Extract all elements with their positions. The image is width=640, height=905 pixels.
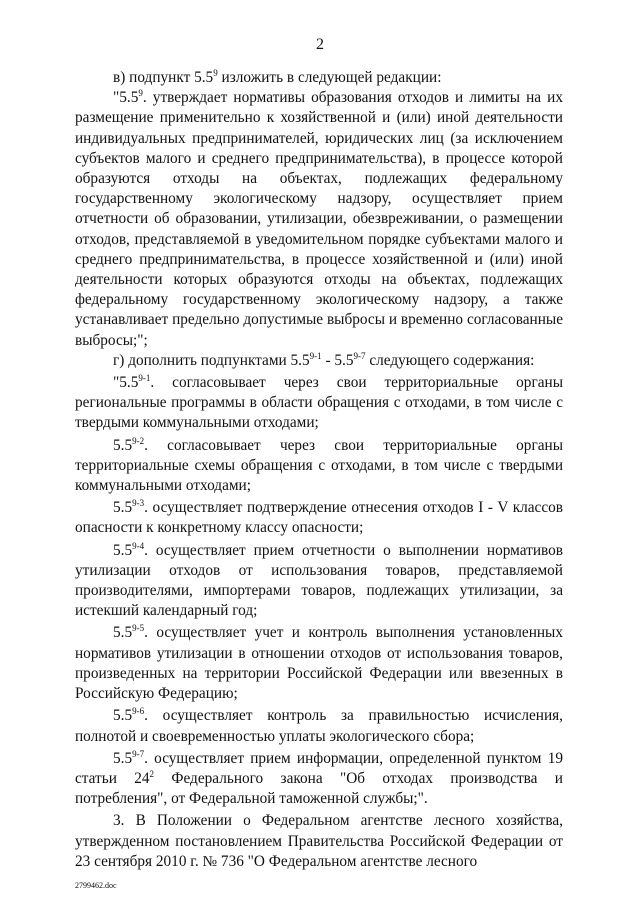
- paragraph-5-5-9-5: [75, 623, 563, 704]
- paragraph-5-5-9: [75, 88, 563, 351]
- text: 5.5: [113, 499, 133, 517]
- text: изложить в следующей редакции:: [217, 69, 442, 86]
- text: 5.5: [113, 436, 133, 454]
- paragraph-item-g: [75, 351, 563, 371]
- text: . осуществляет прием информации, определенной пунктом 19 статьи 24: [75, 749, 563, 787]
- text: следующего содержания:: [365, 351, 535, 369]
- text: . утверждает нормативы образования отходов и лимиты на их размещение применительно к хозяйственной и (или) иной деятельности индивидуальных предпринимателей, юридических лиц (за исключением субъектов малого и среднего предпринимательства), в процессе которой образуются отходы на объектах, подлежащих федеральному государственному экологическому надзору, осуществляет прием отчетности об образовании, утилизации, обезвреживании, о размещении отходов, представляемой в уведомительном порядке субъектами малого и среднего предпринимательства, в процессе хозяйственной и (или) иной деятельности которых образуются отходы на объектах, подлежащих федеральному государственному экологическому надзору, а также устанавливает предельно допустимые выбросы и временно согласованные выбросы;";: [75, 89, 563, 349]
- text: . согласовывает через свои территориальные органы региональные программы в области обращения с отходами, в том числе с твердыми коммунальными отходами;: [75, 374, 563, 432]
- superscript: 9-6: [132, 706, 145, 717]
- text: 5.5: [113, 749, 133, 767]
- superscript: 9-3: [132, 498, 145, 509]
- document-body: [75, 68, 563, 872]
- text: в) подпункт 5.5: [113, 69, 214, 86]
- text: "5.5: [113, 374, 139, 392]
- superscript: 9-7: [353, 350, 366, 361]
- superscript: 2: [149, 768, 155, 779]
- page-number: 2: [316, 36, 324, 53]
- text: 5.5: [113, 707, 133, 725]
- paragraph-5-5-9-4: [75, 541, 563, 622]
- superscript: 9-5: [132, 623, 145, 634]
- superscript: 9: [213, 68, 218, 78]
- paragraph-5-5-9-3: [75, 498, 563, 538]
- paragraph-5-5-9-6: [75, 706, 563, 746]
- text: - 5.5: [321, 351, 354, 369]
- superscript: 9-4: [132, 540, 145, 551]
- paragraph-5-5-9-2: [75, 436, 563, 497]
- text: "5.5: [113, 89, 139, 107]
- superscript: 9-1: [309, 350, 322, 361]
- text: г) дополнить подпунктами 5.5: [113, 351, 310, 369]
- superscript: 9-2: [132, 435, 145, 446]
- superscript: 9: [138, 88, 143, 99]
- text: 5.5: [113, 541, 133, 559]
- superscript: 9-1: [138, 373, 151, 384]
- paragraph-item-v: [75, 68, 563, 88]
- text: . осуществляет подтверждение отнесения отходов I - V классов опасности к конкретному классу опасности;: [75, 499, 563, 537]
- paragraph-section-3: [75, 811, 563, 872]
- footer-filename: 2799462.doc: [75, 881, 117, 890]
- text: . осуществляет учет и контроль выполнения установленных нормативов утилизации в отношении отходов от использования товаров, произведенных на территории Российской Федерации или ввезенных в Российскую Федерацию;: [75, 624, 563, 703]
- text: 3. В Положении о Федеральном агентстве лесного хозяйства, утвержденном постановлением Правительства Российской Федерации от 23 сентября 2010 г. № 736 "О Федеральном агентстве лесного: [75, 812, 563, 870]
- text: Федерального закона "Об отходах производства и потребления", от Федеральной таможенной службы;".: [75, 769, 563, 808]
- paragraph-5-5-9-7: [75, 749, 563, 810]
- superscript: 9-7: [132, 748, 145, 759]
- text: . согласовывает через свои территориальные органы территориальные схемы обращения с отходами, в том числе с твердыми коммунальными отходами;: [75, 436, 563, 495]
- paragraph-5-5-9-1: [75, 373, 563, 434]
- text: 5.5: [113, 624, 133, 642]
- text: . осуществляет прием отчетности о выполнении нормативов утилизации отходов от использования товаров, представляемой производителями, импортерами товаров, подлежащих утилизации, за истекший календарный год;: [75, 541, 563, 620]
- text: . осуществляет контроль за правильностью исчисления, полнотой и своевременностью уплаты экологического сбора;: [75, 707, 563, 745]
